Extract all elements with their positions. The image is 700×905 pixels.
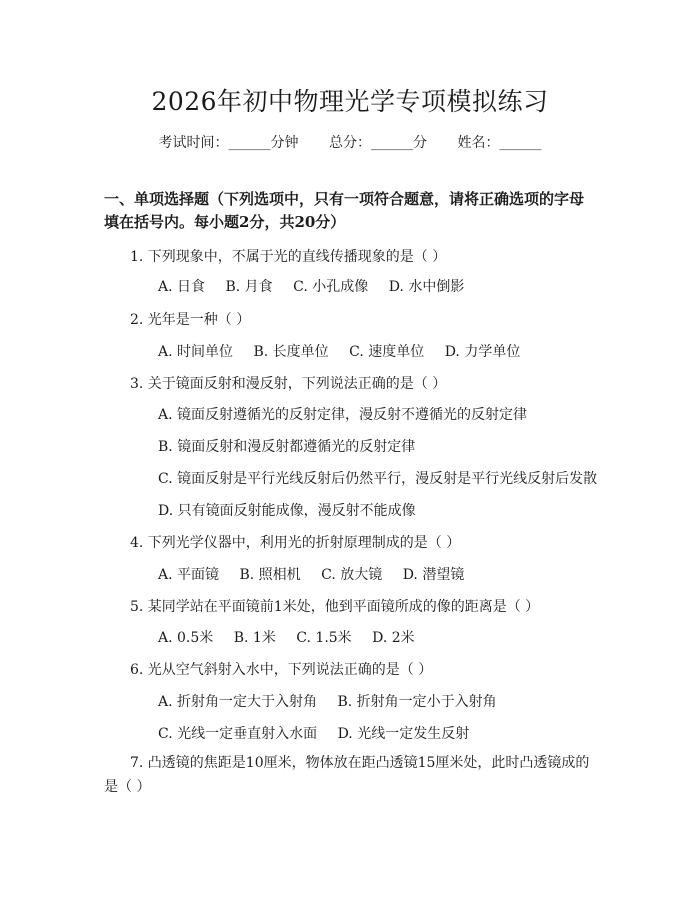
question-6-options-row-2 [158, 723, 469, 743]
question-3: 3. 关于镜面反射和漫反射，下列说法正确的是（ ） [130, 376, 447, 392]
option-d: D. 只有镜面反射能成像，漫反射不能成像 [158, 503, 416, 519]
question-1: 1. 下列现象中，不属于光的直线传播现象的是（ ） [130, 249, 447, 265]
question-2-options [158, 341, 520, 361]
question-1-options [158, 276, 464, 296]
option-b: B. 1米 [233, 630, 276, 646]
option-b: B. 镜面反射和漫反射都遵循光的反射定律 [158, 439, 416, 455]
exam-meta [0, 132, 700, 152]
page-title: 2026年初中物理光学专项模拟练习 [151, 87, 549, 116]
option-a: A. 0.5米 [158, 630, 214, 646]
option-a: A. 日食 [158, 279, 206, 295]
option-d: D. 力学单位 [444, 344, 521, 360]
option-c: C. 1.5米 [296, 630, 352, 646]
option-d: D. 潜望镜 [402, 567, 465, 583]
option-b: B. 月食 [225, 279, 273, 295]
option-d: D. 光线一定发生反射 [337, 726, 470, 742]
question-4: 4. 下列光学仪器中，利用光的折射原理制成的是（ ） [130, 535, 461, 551]
option-b: B. 长度单位 [253, 344, 329, 360]
option-c: C. 光线一定垂直射入水面 [158, 726, 318, 742]
option-b: B. 照相机 [239, 567, 301, 583]
option-d: D. 水中倒影 [388, 279, 465, 295]
question-7: 7. 凸透镜的焦距是10厘米，物体放在距凸透镜15厘米处，此时凸透镜成的是（ ） [104, 755, 590, 795]
option-a: A. 时间单位 [158, 344, 234, 360]
question-6: 6. 光从空气斜射入水中，下列说法正确的是（ ） [130, 662, 433, 678]
option-c: C. 速度单位 [349, 344, 425, 360]
option-a: A. 折射角一定大于入射角 [158, 694, 318, 710]
option-c: C. 小孔成像 [293, 279, 369, 295]
section-heading: 一、单项选择题（下列选项中，只有一项符合题意，请将正确选项的字母填在括号内。每小题2分，共20分） [104, 190, 585, 231]
option-c: C. 镜面反射是平行光线反射后仍然平行，漫反射是平行光线反射后发散 [158, 471, 598, 487]
option-a: A. 平面镜 [158, 567, 220, 583]
question-5: 5. 某同学站在平面镜前1米处，他到平面镜所成的像的距离是（ ） [130, 599, 540, 615]
question-5-options [158, 627, 415, 647]
exam-score: 总分：______分 [329, 135, 427, 151]
option-c: C. 放大镜 [321, 567, 383, 583]
option-d: D. 2米 [372, 630, 415, 646]
option-a: A. 镜面反射遵循光的反射定律，漫反射不遵循光的反射定律 [158, 407, 528, 423]
option-b: B. 折射角一定小于入射角 [337, 694, 497, 710]
question-6-options-row-1 [158, 691, 497, 711]
question-2: 2. 光年是一种（ ） [130, 312, 251, 328]
exam-time: 考试时间：______分钟 [158, 135, 299, 151]
question-4-options [158, 564, 464, 584]
student-name: 姓名：______ [457, 135, 542, 151]
